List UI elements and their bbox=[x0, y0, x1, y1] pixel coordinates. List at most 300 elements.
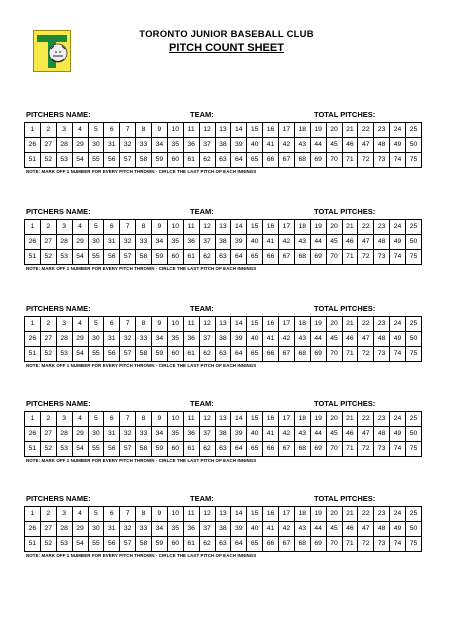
pitch-number-cell[interactable]: 40 bbox=[247, 138, 263, 153]
pitch-number-cell[interactable]: 15 bbox=[247, 123, 263, 138]
pitch-number-cell[interactable]: 58 bbox=[136, 153, 152, 168]
pitch-number-cell[interactable]: 23 bbox=[374, 507, 390, 522]
pitch-number-cell[interactable]: 59 bbox=[152, 153, 168, 168]
pitch-number-cell[interactable]: 43 bbox=[294, 138, 310, 153]
pitch-number-cell[interactable]: 42 bbox=[279, 235, 295, 250]
pitch-number-cell[interactable]: 73 bbox=[374, 442, 390, 457]
pitch-number-cell[interactable]: 14 bbox=[231, 123, 247, 138]
pitch-number-cell[interactable]: 4 bbox=[72, 412, 88, 427]
pitch-number-cell[interactable]: 5 bbox=[88, 507, 104, 522]
pitch-number-cell[interactable]: 34 bbox=[152, 427, 168, 442]
pitch-number-cell[interactable]: 28 bbox=[56, 427, 72, 442]
pitch-number-cell[interactable]: 67 bbox=[279, 250, 295, 265]
pitch-number-cell[interactable]: 26 bbox=[25, 235, 41, 250]
pitch-number-cell[interactable]: 21 bbox=[342, 317, 358, 332]
pitch-number-cell[interactable]: 22 bbox=[358, 317, 374, 332]
pitch-number-cell[interactable]: 43 bbox=[294, 332, 310, 347]
pitch-number-cell[interactable]: 59 bbox=[152, 347, 168, 362]
team-label[interactable]: TEAM: bbox=[190, 304, 214, 313]
pitch-number-cell[interactable]: 29 bbox=[72, 427, 88, 442]
pitch-number-cell[interactable]: 14 bbox=[231, 317, 247, 332]
pitch-number-cell[interactable]: 34 bbox=[152, 235, 168, 250]
pitch-number-cell[interactable]: 53 bbox=[56, 442, 72, 457]
pitch-number-cell[interactable]: 44 bbox=[310, 522, 326, 537]
pitch-number-cell[interactable]: 48 bbox=[374, 138, 390, 153]
pitch-number-cell[interactable]: 40 bbox=[247, 235, 263, 250]
pitch-number-cell[interactable]: 71 bbox=[342, 250, 358, 265]
pitch-number-cell[interactable]: 61 bbox=[183, 537, 199, 552]
pitch-number-cell[interactable]: 31 bbox=[104, 235, 120, 250]
pitch-number-cell[interactable]: 60 bbox=[167, 347, 183, 362]
pitch-number-cell[interactable]: 70 bbox=[326, 250, 342, 265]
pitch-number-cell[interactable]: 39 bbox=[231, 522, 247, 537]
pitch-number-cell[interactable]: 22 bbox=[358, 412, 374, 427]
pitch-number-cell[interactable]: 45 bbox=[326, 235, 342, 250]
pitch-number-cell[interactable]: 30 bbox=[88, 427, 104, 442]
pitch-number-cell[interactable]: 8 bbox=[136, 123, 152, 138]
pitch-number-cell[interactable]: 64 bbox=[231, 347, 247, 362]
pitch-number-cell[interactable]: 57 bbox=[120, 537, 136, 552]
pitch-number-cell[interactable]: 27 bbox=[40, 522, 56, 537]
pitch-number-cell[interactable]: 46 bbox=[342, 332, 358, 347]
pitch-number-cell[interactable]: 27 bbox=[40, 332, 56, 347]
pitch-number-cell[interactable]: 33 bbox=[136, 522, 152, 537]
pitch-number-cell[interactable]: 27 bbox=[40, 235, 56, 250]
pitch-number-cell[interactable]: 44 bbox=[310, 332, 326, 347]
pitch-number-cell[interactable]: 26 bbox=[25, 427, 41, 442]
pitch-number-cell[interactable]: 35 bbox=[167, 522, 183, 537]
pitch-number-cell[interactable]: 72 bbox=[358, 347, 374, 362]
pitch-number-cell[interactable]: 50 bbox=[406, 427, 422, 442]
pitch-number-cell[interactable]: 43 bbox=[294, 522, 310, 537]
pitch-number-cell[interactable]: 10 bbox=[167, 123, 183, 138]
pitch-number-cell[interactable]: 20 bbox=[326, 507, 342, 522]
pitch-number-cell[interactable]: 47 bbox=[358, 522, 374, 537]
pitch-number-cell[interactable]: 49 bbox=[390, 427, 406, 442]
pitch-number-cell[interactable]: 56 bbox=[104, 347, 120, 362]
pitch-number-cell[interactable]: 17 bbox=[279, 317, 295, 332]
pitch-number-cell[interactable]: 12 bbox=[199, 123, 215, 138]
pitch-number-cell[interactable]: 53 bbox=[56, 347, 72, 362]
pitch-number-cell[interactable]: 25 bbox=[406, 412, 422, 427]
pitch-number-cell[interactable]: 25 bbox=[406, 507, 422, 522]
pitch-number-cell[interactable]: 37 bbox=[199, 427, 215, 442]
pitch-number-cell[interactable]: 35 bbox=[167, 138, 183, 153]
pitch-number-cell[interactable]: 32 bbox=[120, 427, 136, 442]
pitch-number-cell[interactable]: 60 bbox=[167, 537, 183, 552]
pitch-number-cell[interactable]: 43 bbox=[294, 235, 310, 250]
pitch-number-cell[interactable]: 26 bbox=[25, 138, 41, 153]
pitch-number-cell[interactable]: 9 bbox=[152, 220, 168, 235]
pitch-number-cell[interactable]: 7 bbox=[120, 220, 136, 235]
pitch-number-cell[interactable]: 62 bbox=[199, 250, 215, 265]
pitch-number-cell[interactable]: 73 bbox=[374, 347, 390, 362]
pitch-number-cell[interactable]: 47 bbox=[358, 235, 374, 250]
pitch-number-cell[interactable]: 31 bbox=[104, 332, 120, 347]
pitch-number-cell[interactable]: 20 bbox=[326, 123, 342, 138]
pitch-number-cell[interactable]: 14 bbox=[231, 507, 247, 522]
pitch-number-cell[interactable]: 30 bbox=[88, 138, 104, 153]
pitch-number-cell[interactable]: 33 bbox=[136, 138, 152, 153]
pitch-number-cell[interactable]: 30 bbox=[88, 522, 104, 537]
pitch-number-cell[interactable]: 15 bbox=[247, 507, 263, 522]
pitch-number-cell[interactable]: 38 bbox=[215, 235, 231, 250]
pitch-number-cell[interactable]: 40 bbox=[247, 332, 263, 347]
pitch-number-cell[interactable]: 36 bbox=[183, 235, 199, 250]
pitch-number-cell[interactable]: 65 bbox=[247, 442, 263, 457]
pitch-number-cell[interactable]: 37 bbox=[199, 138, 215, 153]
pitch-number-cell[interactable]: 42 bbox=[279, 427, 295, 442]
pitch-number-cell[interactable]: 11 bbox=[183, 123, 199, 138]
pitch-number-cell[interactable]: 20 bbox=[326, 317, 342, 332]
pitch-number-cell[interactable]: 14 bbox=[231, 220, 247, 235]
pitch-number-cell[interactable]: 19 bbox=[310, 317, 326, 332]
pitch-number-cell[interactable]: 67 bbox=[279, 537, 295, 552]
pitch-number-cell[interactable]: 28 bbox=[56, 138, 72, 153]
pitch-number-cell[interactable]: 36 bbox=[183, 427, 199, 442]
pitch-number-cell[interactable]: 8 bbox=[136, 412, 152, 427]
pitch-number-cell[interactable]: 39 bbox=[231, 235, 247, 250]
pitch-number-cell[interactable]: 57 bbox=[120, 347, 136, 362]
pitch-number-cell[interactable]: 72 bbox=[358, 537, 374, 552]
pitch-number-cell[interactable]: 9 bbox=[152, 123, 168, 138]
pitch-number-cell[interactable]: 62 bbox=[199, 347, 215, 362]
pitch-number-cell[interactable]: 8 bbox=[136, 507, 152, 522]
pitch-number-cell[interactable]: 55 bbox=[88, 153, 104, 168]
pitch-number-cell[interactable]: 30 bbox=[88, 235, 104, 250]
pitch-number-cell[interactable]: 56 bbox=[104, 153, 120, 168]
pitch-number-cell[interactable]: 1 bbox=[25, 317, 41, 332]
pitch-number-cell[interactable]: 65 bbox=[247, 250, 263, 265]
pitch-number-cell[interactable]: 18 bbox=[294, 412, 310, 427]
pitch-number-cell[interactable]: 74 bbox=[390, 442, 406, 457]
pitch-number-cell[interactable]: 38 bbox=[215, 332, 231, 347]
pitch-number-cell[interactable]: 16 bbox=[263, 220, 279, 235]
pitch-number-cell[interactable]: 35 bbox=[167, 332, 183, 347]
pitch-number-cell[interactable]: 32 bbox=[120, 235, 136, 250]
pitch-number-cell[interactable]: 74 bbox=[390, 347, 406, 362]
pitch-number-cell[interactable]: 75 bbox=[406, 537, 422, 552]
pitch-number-cell[interactable]: 54 bbox=[72, 442, 88, 457]
pitch-number-cell[interactable]: 13 bbox=[215, 507, 231, 522]
pitch-number-cell[interactable]: 32 bbox=[120, 138, 136, 153]
pitch-number-cell[interactable]: 73 bbox=[374, 537, 390, 552]
pitch-number-cell[interactable]: 52 bbox=[40, 442, 56, 457]
pitch-number-cell[interactable]: 52 bbox=[40, 537, 56, 552]
pitch-number-cell[interactable]: 61 bbox=[183, 442, 199, 457]
pitch-number-cell[interactable]: 71 bbox=[342, 442, 358, 457]
pitch-number-cell[interactable]: 2 bbox=[40, 123, 56, 138]
pitch-number-cell[interactable]: 40 bbox=[247, 427, 263, 442]
pitch-number-cell[interactable]: 38 bbox=[215, 427, 231, 442]
pitch-number-cell[interactable]: 70 bbox=[326, 347, 342, 362]
pitch-number-cell[interactable]: 33 bbox=[136, 427, 152, 442]
total-pitches-label[interactable]: TOTAL PITCHES: bbox=[314, 207, 376, 216]
pitch-number-cell[interactable]: 41 bbox=[263, 138, 279, 153]
pitch-number-cell[interactable]: 7 bbox=[120, 412, 136, 427]
pitch-number-cell[interactable]: 15 bbox=[247, 317, 263, 332]
pitch-number-cell[interactable]: 12 bbox=[199, 317, 215, 332]
pitch-number-cell[interactable]: 19 bbox=[310, 412, 326, 427]
pitch-number-cell[interactable]: 58 bbox=[136, 442, 152, 457]
pitch-number-cell[interactable]: 12 bbox=[199, 412, 215, 427]
pitch-number-cell[interactable]: 70 bbox=[326, 442, 342, 457]
pitch-number-cell[interactable]: 69 bbox=[310, 347, 326, 362]
pitch-number-cell[interactable]: 5 bbox=[88, 412, 104, 427]
pitch-number-cell[interactable]: 3 bbox=[56, 507, 72, 522]
pitch-number-cell[interactable]: 15 bbox=[247, 220, 263, 235]
pitch-number-cell[interactable]: 45 bbox=[326, 138, 342, 153]
pitch-number-cell[interactable]: 18 bbox=[294, 317, 310, 332]
pitch-number-cell[interactable]: 48 bbox=[374, 235, 390, 250]
pitch-number-cell[interactable]: 67 bbox=[279, 442, 295, 457]
pitch-number-cell[interactable]: 31 bbox=[104, 138, 120, 153]
pitch-number-cell[interactable]: 24 bbox=[390, 220, 406, 235]
pitch-number-cell[interactable]: 16 bbox=[263, 412, 279, 427]
pitch-number-cell[interactable]: 19 bbox=[310, 220, 326, 235]
pitch-number-cell[interactable]: 72 bbox=[358, 153, 374, 168]
pitch-number-cell[interactable]: 9 bbox=[152, 507, 168, 522]
pitch-number-cell[interactable]: 12 bbox=[199, 220, 215, 235]
pitch-number-cell[interactable]: 22 bbox=[358, 123, 374, 138]
pitch-number-cell[interactable]: 75 bbox=[406, 442, 422, 457]
pitch-number-cell[interactable]: 68 bbox=[294, 347, 310, 362]
pitch-number-cell[interactable]: 71 bbox=[342, 153, 358, 168]
pitch-number-cell[interactable]: 55 bbox=[88, 250, 104, 265]
pitch-number-cell[interactable]: 64 bbox=[231, 442, 247, 457]
pitch-number-cell[interactable]: 25 bbox=[406, 317, 422, 332]
pitch-number-cell[interactable]: 59 bbox=[152, 250, 168, 265]
pitch-number-cell[interactable]: 2 bbox=[40, 220, 56, 235]
team-label[interactable]: TEAM: bbox=[190, 207, 214, 216]
pitch-number-cell[interactable]: 2 bbox=[40, 317, 56, 332]
pitch-number-cell[interactable]: 48 bbox=[374, 427, 390, 442]
pitch-number-cell[interactable]: 24 bbox=[390, 123, 406, 138]
pitch-number-cell[interactable]: 69 bbox=[310, 250, 326, 265]
pitch-number-cell[interactable]: 11 bbox=[183, 507, 199, 522]
pitch-number-cell[interactable]: 60 bbox=[167, 153, 183, 168]
pitchers-name-label[interactable]: PITCHERS NAME: bbox=[26, 304, 91, 313]
total-pitches-label[interactable]: TOTAL PITCHES: bbox=[314, 304, 376, 313]
pitch-number-cell[interactable]: 72 bbox=[358, 442, 374, 457]
pitch-number-cell[interactable]: 74 bbox=[390, 537, 406, 552]
pitch-number-cell[interactable]: 52 bbox=[40, 347, 56, 362]
pitch-number-cell[interactable]: 11 bbox=[183, 220, 199, 235]
pitch-number-cell[interactable]: 13 bbox=[215, 317, 231, 332]
pitch-number-cell[interactable]: 62 bbox=[199, 537, 215, 552]
pitch-number-cell[interactable]: 65 bbox=[247, 153, 263, 168]
pitch-number-cell[interactable]: 56 bbox=[104, 537, 120, 552]
pitch-number-cell[interactable]: 29 bbox=[72, 235, 88, 250]
pitch-number-cell[interactable]: 65 bbox=[247, 537, 263, 552]
pitch-number-cell[interactable]: 1 bbox=[25, 412, 41, 427]
pitch-number-cell[interactable]: 74 bbox=[390, 153, 406, 168]
pitch-number-cell[interactable]: 70 bbox=[326, 537, 342, 552]
pitch-number-cell[interactable]: 56 bbox=[104, 250, 120, 265]
pitch-number-cell[interactable]: 5 bbox=[88, 220, 104, 235]
pitch-number-cell[interactable]: 75 bbox=[406, 153, 422, 168]
pitch-number-cell[interactable]: 47 bbox=[358, 332, 374, 347]
pitch-number-cell[interactable]: 60 bbox=[167, 442, 183, 457]
pitch-number-cell[interactable]: 29 bbox=[72, 332, 88, 347]
pitch-number-cell[interactable]: 17 bbox=[279, 507, 295, 522]
pitch-number-cell[interactable]: 25 bbox=[406, 220, 422, 235]
pitch-number-cell[interactable]: 44 bbox=[310, 138, 326, 153]
pitch-number-cell[interactable]: 57 bbox=[120, 442, 136, 457]
pitch-number-cell[interactable]: 24 bbox=[390, 317, 406, 332]
team-label[interactable]: TEAM: bbox=[190, 110, 214, 119]
pitch-number-cell[interactable]: 72 bbox=[358, 250, 374, 265]
pitch-number-cell[interactable]: 21 bbox=[342, 507, 358, 522]
pitch-number-cell[interactable]: 1 bbox=[25, 220, 41, 235]
pitch-number-cell[interactable]: 31 bbox=[104, 427, 120, 442]
pitch-number-cell[interactable]: 36 bbox=[183, 522, 199, 537]
pitch-number-cell[interactable]: 16 bbox=[263, 507, 279, 522]
pitch-number-cell[interactable]: 53 bbox=[56, 250, 72, 265]
pitch-number-cell[interactable]: 21 bbox=[342, 412, 358, 427]
pitch-number-cell[interactable]: 3 bbox=[56, 317, 72, 332]
pitch-number-cell[interactable]: 57 bbox=[120, 250, 136, 265]
pitch-number-cell[interactable]: 24 bbox=[390, 412, 406, 427]
pitch-number-cell[interactable]: 3 bbox=[56, 123, 72, 138]
pitch-number-cell[interactable]: 3 bbox=[56, 220, 72, 235]
pitch-number-cell[interactable]: 4 bbox=[72, 220, 88, 235]
pitch-number-cell[interactable]: 49 bbox=[390, 522, 406, 537]
pitch-number-cell[interactable]: 68 bbox=[294, 153, 310, 168]
pitch-number-cell[interactable]: 45 bbox=[326, 332, 342, 347]
pitch-number-cell[interactable]: 5 bbox=[88, 317, 104, 332]
pitch-number-cell[interactable]: 5 bbox=[88, 123, 104, 138]
pitch-number-cell[interactable]: 58 bbox=[136, 250, 152, 265]
pitch-number-cell[interactable]: 26 bbox=[25, 522, 41, 537]
pitch-number-cell[interactable]: 51 bbox=[25, 442, 41, 457]
pitch-number-cell[interactable]: 37 bbox=[199, 522, 215, 537]
pitchers-name-label[interactable]: PITCHERS NAME: bbox=[26, 110, 91, 119]
pitch-number-cell[interactable]: 6 bbox=[104, 220, 120, 235]
pitch-number-cell[interactable]: 46 bbox=[342, 235, 358, 250]
pitch-number-cell[interactable]: 60 bbox=[167, 250, 183, 265]
pitch-number-cell[interactable]: 28 bbox=[56, 522, 72, 537]
pitch-number-cell[interactable]: 62 bbox=[199, 153, 215, 168]
pitch-number-cell[interactable]: 68 bbox=[294, 537, 310, 552]
pitch-number-cell[interactable]: 10 bbox=[167, 317, 183, 332]
pitch-number-cell[interactable]: 33 bbox=[136, 332, 152, 347]
pitch-number-cell[interactable]: 17 bbox=[279, 220, 295, 235]
pitch-number-cell[interactable]: 29 bbox=[72, 138, 88, 153]
pitch-number-cell[interactable]: 2 bbox=[40, 412, 56, 427]
pitch-number-cell[interactable]: 70 bbox=[326, 153, 342, 168]
pitch-number-cell[interactable]: 46 bbox=[342, 138, 358, 153]
pitch-number-cell[interactable]: 4 bbox=[72, 123, 88, 138]
pitch-number-cell[interactable]: 39 bbox=[231, 427, 247, 442]
pitch-number-cell[interactable]: 54 bbox=[72, 347, 88, 362]
pitch-number-cell[interactable]: 34 bbox=[152, 522, 168, 537]
pitch-number-cell[interactable]: 56 bbox=[104, 442, 120, 457]
pitch-number-cell[interactable]: 7 bbox=[120, 507, 136, 522]
pitch-number-cell[interactable]: 28 bbox=[56, 235, 72, 250]
pitch-number-cell[interactable]: 52 bbox=[40, 250, 56, 265]
pitch-number-cell[interactable]: 59 bbox=[152, 537, 168, 552]
pitch-number-cell[interactable]: 65 bbox=[247, 347, 263, 362]
pitch-number-cell[interactable]: 67 bbox=[279, 153, 295, 168]
pitch-number-cell[interactable]: 54 bbox=[72, 537, 88, 552]
pitch-number-cell[interactable]: 64 bbox=[231, 153, 247, 168]
pitch-number-cell[interactable]: 4 bbox=[72, 317, 88, 332]
pitch-number-cell[interactable]: 50 bbox=[406, 235, 422, 250]
pitch-number-cell[interactable]: 64 bbox=[231, 250, 247, 265]
pitch-number-cell[interactable]: 64 bbox=[231, 537, 247, 552]
pitch-number-cell[interactable]: 46 bbox=[342, 427, 358, 442]
pitch-number-cell[interactable]: 73 bbox=[374, 153, 390, 168]
pitch-number-cell[interactable]: 40 bbox=[247, 522, 263, 537]
pitch-number-cell[interactable]: 23 bbox=[374, 412, 390, 427]
pitch-number-cell[interactable]: 13 bbox=[215, 220, 231, 235]
pitch-number-cell[interactable]: 21 bbox=[342, 220, 358, 235]
pitch-number-cell[interactable]: 49 bbox=[390, 332, 406, 347]
pitch-number-cell[interactable]: 28 bbox=[56, 332, 72, 347]
pitch-number-cell[interactable]: 38 bbox=[215, 138, 231, 153]
pitch-number-cell[interactable]: 61 bbox=[183, 153, 199, 168]
pitch-number-cell[interactable]: 35 bbox=[167, 427, 183, 442]
pitch-number-cell[interactable]: 21 bbox=[342, 123, 358, 138]
pitch-number-cell[interactable]: 20 bbox=[326, 220, 342, 235]
pitch-number-cell[interactable]: 30 bbox=[88, 332, 104, 347]
pitch-number-cell[interactable]: 24 bbox=[390, 507, 406, 522]
pitch-number-cell[interactable]: 58 bbox=[136, 537, 152, 552]
pitch-number-cell[interactable]: 75 bbox=[406, 250, 422, 265]
pitch-number-cell[interactable]: 10 bbox=[167, 220, 183, 235]
pitch-number-cell[interactable]: 51 bbox=[25, 153, 41, 168]
pitch-number-cell[interactable]: 10 bbox=[167, 507, 183, 522]
pitch-number-cell[interactable]: 66 bbox=[263, 347, 279, 362]
pitch-number-cell[interactable]: 57 bbox=[120, 153, 136, 168]
pitch-number-cell[interactable]: 4 bbox=[72, 507, 88, 522]
pitch-number-cell[interactable]: 8 bbox=[136, 317, 152, 332]
pitch-number-cell[interactable]: 35 bbox=[167, 235, 183, 250]
pitch-number-cell[interactable]: 46 bbox=[342, 522, 358, 537]
pitch-number-cell[interactable]: 41 bbox=[263, 332, 279, 347]
pitch-number-cell[interactable]: 41 bbox=[263, 522, 279, 537]
pitch-number-cell[interactable]: 16 bbox=[263, 317, 279, 332]
pitch-number-cell[interactable]: 45 bbox=[326, 522, 342, 537]
pitch-number-cell[interactable]: 62 bbox=[199, 442, 215, 457]
pitch-number-cell[interactable]: 23 bbox=[374, 317, 390, 332]
pitch-number-cell[interactable]: 61 bbox=[183, 347, 199, 362]
pitch-number-cell[interactable]: 66 bbox=[263, 250, 279, 265]
pitch-number-cell[interactable]: 12 bbox=[199, 507, 215, 522]
pitch-number-cell[interactable]: 43 bbox=[294, 427, 310, 442]
pitch-number-cell[interactable]: 38 bbox=[215, 522, 231, 537]
pitch-number-cell[interactable]: 63 bbox=[215, 537, 231, 552]
pitch-number-cell[interactable]: 6 bbox=[104, 317, 120, 332]
pitch-number-cell[interactable]: 19 bbox=[310, 123, 326, 138]
pitch-number-cell[interactable]: 50 bbox=[406, 138, 422, 153]
pitch-number-cell[interactable]: 23 bbox=[374, 220, 390, 235]
pitch-number-cell[interactable]: 50 bbox=[406, 332, 422, 347]
pitch-number-cell[interactable]: 7 bbox=[120, 123, 136, 138]
pitch-number-cell[interactable]: 29 bbox=[72, 522, 88, 537]
pitch-number-cell[interactable]: 33 bbox=[136, 235, 152, 250]
total-pitches-label[interactable]: TOTAL PITCHES: bbox=[314, 399, 376, 408]
pitch-number-cell[interactable]: 22 bbox=[358, 507, 374, 522]
pitchers-name-label[interactable]: PITCHERS NAME: bbox=[26, 207, 91, 216]
pitch-number-cell[interactable]: 67 bbox=[279, 347, 295, 362]
team-label[interactable]: TEAM: bbox=[190, 494, 214, 503]
pitch-number-cell[interactable]: 6 bbox=[104, 123, 120, 138]
pitch-number-cell[interactable]: 19 bbox=[310, 507, 326, 522]
pitch-number-cell[interactable]: 18 bbox=[294, 220, 310, 235]
pitchers-name-label[interactable]: PITCHERS NAME: bbox=[26, 399, 91, 408]
